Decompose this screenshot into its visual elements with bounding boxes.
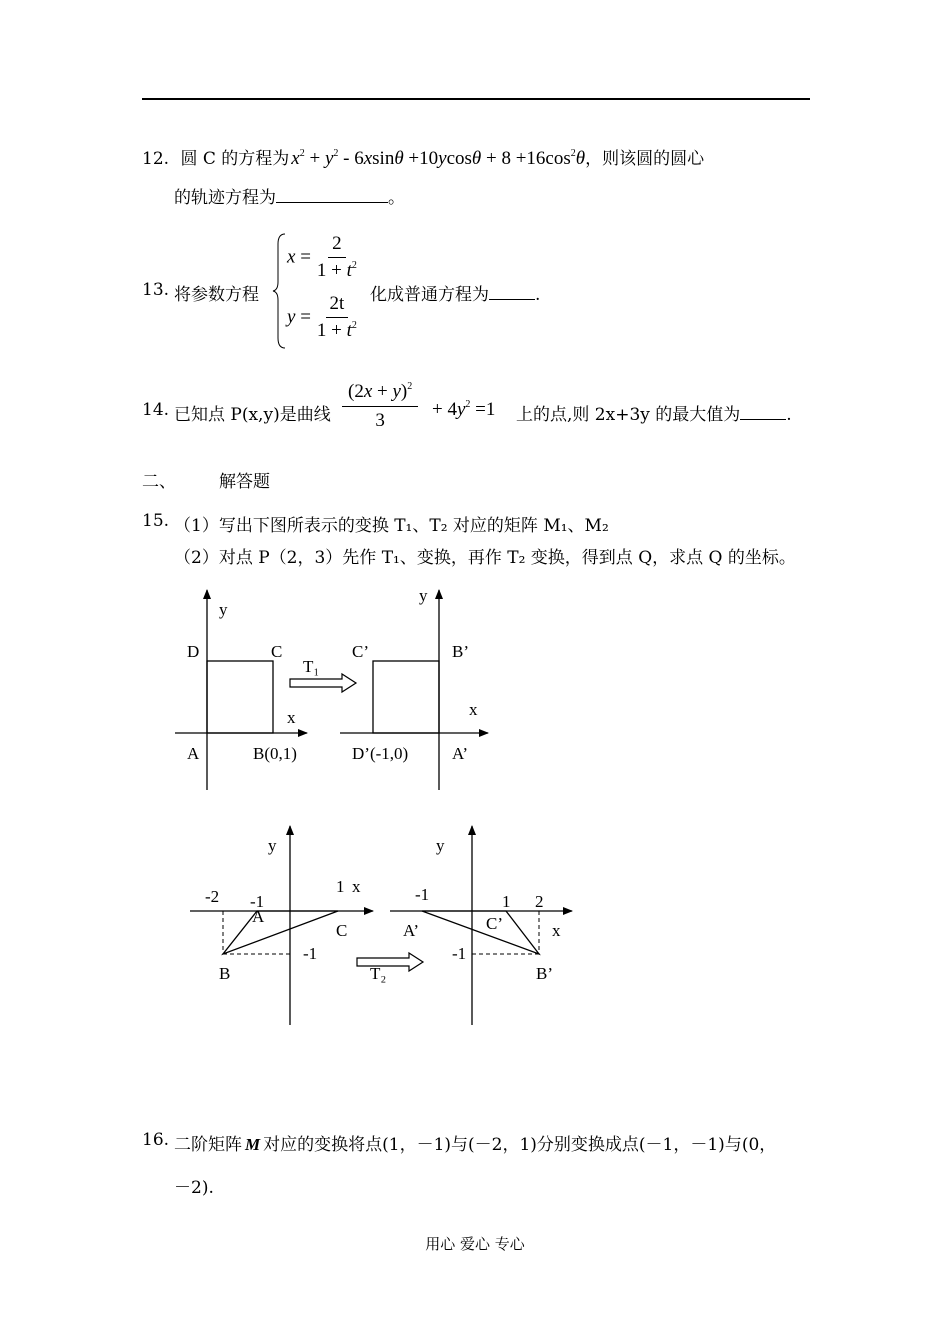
question-13-lead: 将参数方程 <box>174 285 259 305</box>
question-14-lead: 已知点 P(x,y)是曲线 <box>174 405 331 425</box>
figure2-left-tick-minus1: -1 <box>250 892 265 911</box>
page-footer: 用心 爱心 专心 <box>425 1235 525 1253</box>
figure1-left-y-label: y <box>219 600 228 619</box>
parametric-y-numerator: 2t <box>326 294 349 318</box>
question-12-equation: $x^2 + y^2 - 6xsin\theta +10ycos\theta + 8 +16\cos^2\theta$ <box>291 148 586 169</box>
parametric-y: y = $\frac{2t}{1 + t^2}$ <box>287 294 361 342</box>
question-13-number: 13. <box>142 280 170 300</box>
figure2-left <box>190 826 373 1025</box>
figure2-left-C: C <box>336 921 348 940</box>
question-12-tail: ，则该圆的圆心 <box>585 149 705 169</box>
question-15-part2: （2）对点 P（2，3）先作 T₁、变换，再作 T₂ 变换，得到点 Q，求点 Q 的坐标。 <box>174 548 796 568</box>
question-12-end: 。 <box>388 188 405 208</box>
figure2-left-A: A <box>252 907 265 926</box>
figure2-left-y-label: y <box>268 836 277 855</box>
figure2-left-triangle <box>223 911 338 954</box>
curve-denominator: 3 <box>375 409 385 431</box>
figure1-left <box>175 590 307 790</box>
figure2-left-y-tick-minus1: -1 <box>303 944 318 963</box>
figure1-right-A: A’ <box>452 744 469 763</box>
figure2-right-y-label: y <box>436 836 445 855</box>
figure2-right-C: C’ <box>486 914 503 933</box>
figure1-right-C: C’ <box>352 642 369 661</box>
question-14-tail: 上的点,则 2x+3y 的最大值为 <box>516 405 741 425</box>
figure1-right-square <box>373 661 439 733</box>
figure1-right-y-label: y <box>419 586 428 605</box>
question-16-pre: 二阶矩阵 <box>174 1135 242 1155</box>
curve-fraction: $\frac{(2x + y)^2}{3}$ <box>342 381 418 432</box>
parametric-x-numerator: 2 <box>328 234 346 258</box>
figure1-left-A: A <box>187 744 200 763</box>
matrix-symbol: M <box>245 1135 261 1154</box>
figure1-right-D: D’(-1,0) <box>352 744 409 763</box>
figure2-arrow-label: T₂ <box>370 964 387 983</box>
figure1-left-B: B(0,1) <box>253 744 297 763</box>
question-15-part1: （1）写出下图所表示的变换 T₁、T₂ 对应的矩阵 M₁、M₂ <box>174 516 609 536</box>
figure1-right-B: B’ <box>452 642 469 661</box>
question-16-line1 <box>174 1130 776 1155</box>
question-16-number: 16. <box>142 1130 170 1150</box>
parametric-x: x = $\frac{2}{1 + t^2}$ <box>287 234 361 282</box>
figure2-right-y-tick-minus1: -1 <box>452 944 467 963</box>
figure1-left-D: D <box>187 642 200 661</box>
figure2-right-tick-minus1: -1 <box>415 885 430 904</box>
parametric-y-denominator: $1 + t^2$ <box>316 319 357 341</box>
figure1-right <box>340 586 488 790</box>
curve-rest: + $4y^2 =1$ <box>432 399 496 420</box>
section-number: 二、 <box>142 472 176 492</box>
question-15-number: 15. <box>142 511 170 531</box>
question-16-text: 对应的变换将点(1，－1)与(－2，1)分别变换成点(－1，－1)与(0， <box>263 1135 777 1155</box>
question-12-number: 12. <box>142 149 170 169</box>
figure2-left-x-label: x <box>352 877 361 896</box>
figure2-right-A: A’ <box>403 921 420 940</box>
figure1-left-square <box>207 661 273 733</box>
figure2-right-tick-2: 2 <box>535 892 544 911</box>
question-12-lead: 圆 C 的方程为 <box>180 149 290 169</box>
question-16-line2: －2). <box>174 1178 214 1198</box>
parametric-x-denominator: $1 + t^2$ <box>316 259 357 281</box>
question-12-line2-text: 的轨迹方程为 <box>174 188 276 208</box>
question-13-tail: 化成普通方程为 <box>370 285 489 305</box>
figure2-left-B: B <box>219 964 231 983</box>
figure1-left-x-label: x <box>287 708 296 727</box>
figure2-left-tick-1: 1 <box>336 877 345 896</box>
question-13-end: . <box>535 285 541 305</box>
figure2-right-B: B’ <box>536 964 553 983</box>
figure2-right-x-label: x <box>552 921 561 940</box>
figure1-left-C: C <box>271 642 283 661</box>
question-14-end: . <box>786 405 792 425</box>
figure2-left-tick-minus2: -2 <box>205 887 220 906</box>
figure2-right <box>390 826 572 1025</box>
figure1-arrow-label: T₁ <box>303 657 320 676</box>
question-14-number: 14. <box>142 400 170 420</box>
section-title: 解答题 <box>219 472 270 492</box>
figure2-transform-arrow <box>357 953 423 983</box>
figure1-right-x-label: x <box>469 700 478 719</box>
figure2-right-tick-1: 1 <box>502 892 511 911</box>
figure1-transform-arrow <box>290 657 356 692</box>
figure2-right-triangle <box>422 911 539 954</box>
